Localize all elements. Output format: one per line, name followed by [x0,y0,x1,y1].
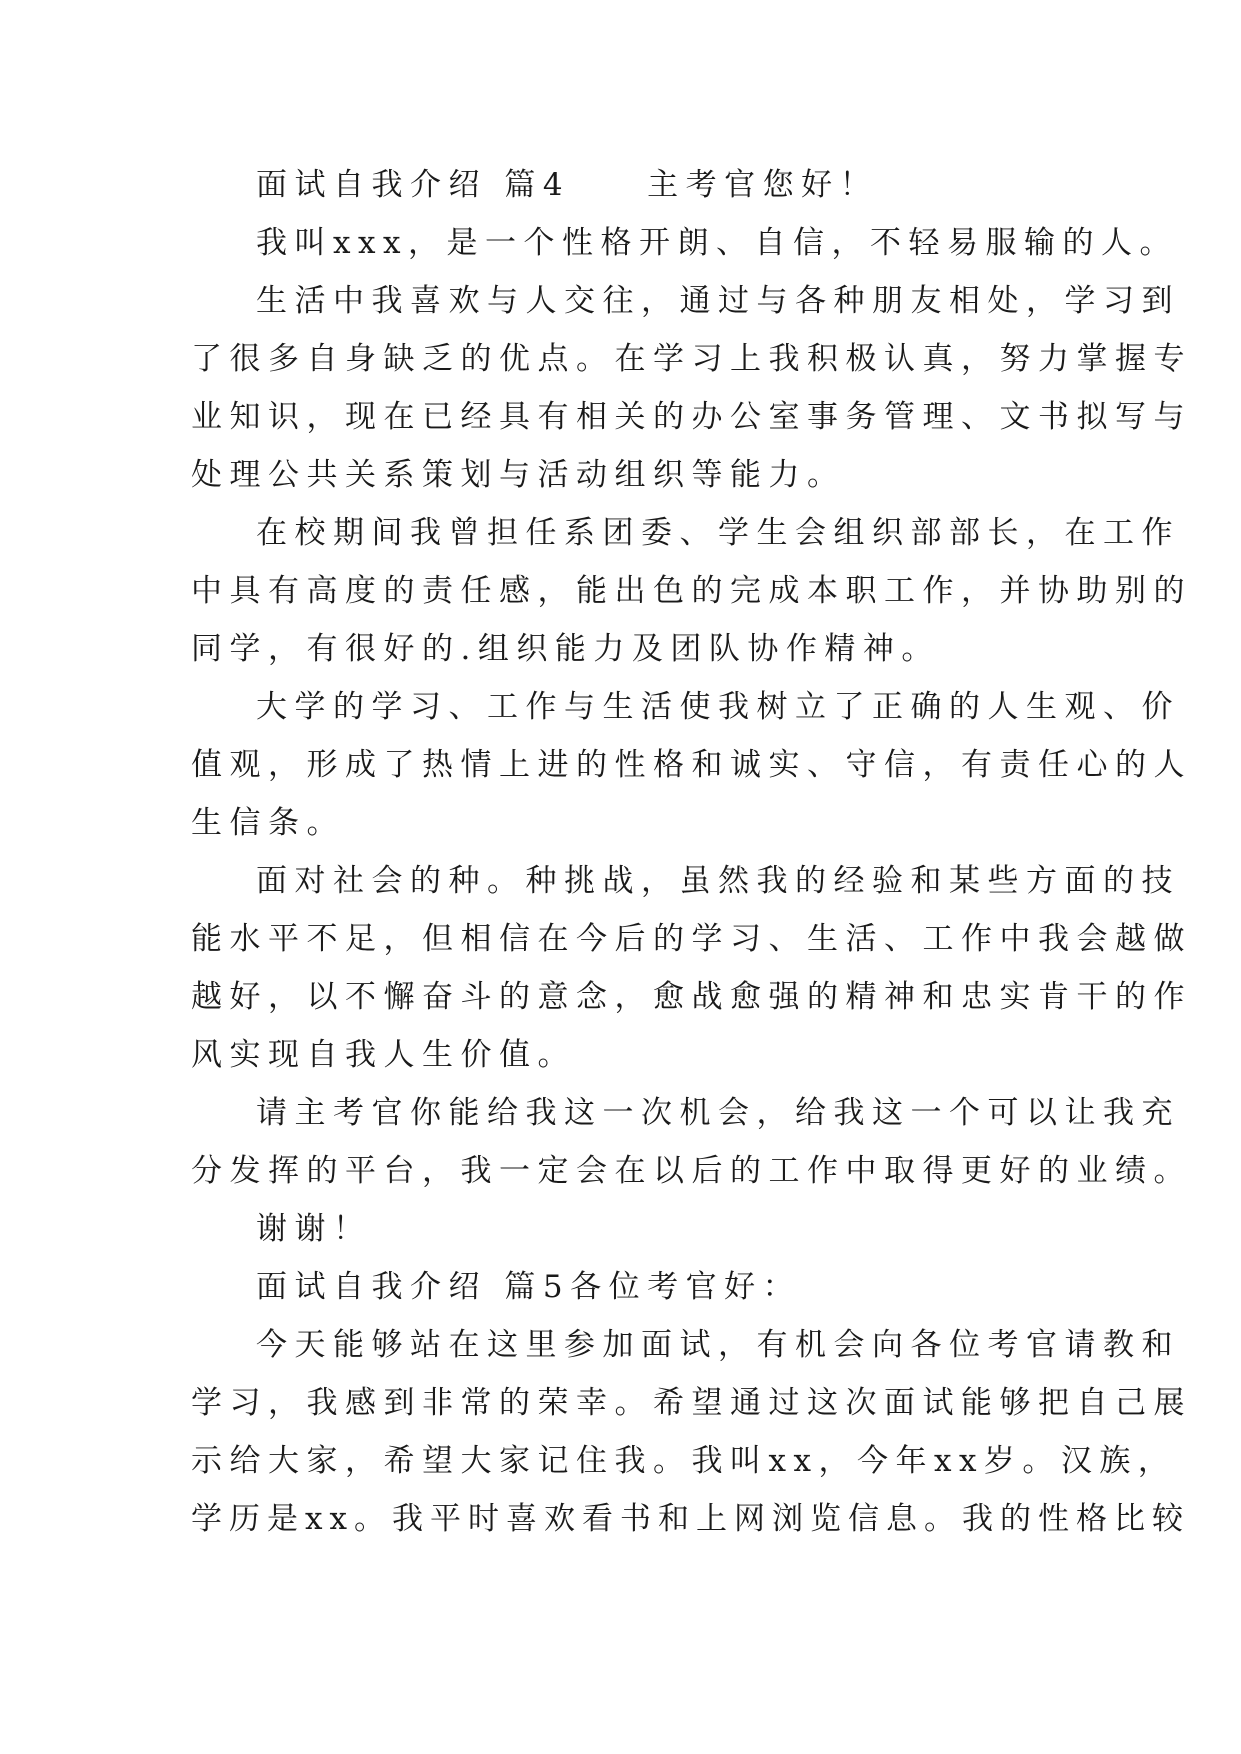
text-line: 面试自我介绍 篇4 主考官您好！ [256,167,879,203]
text-line: 风实现自我人生价值。 [191,1037,576,1073]
text-line: 分发挥的平台，我一定会在以后的工作中取得更好的业绩。 [191,1153,1192,1189]
text-line: 业知识，现在已经具有相关的办公室事务管理、文书拟写与 [191,399,1192,435]
text-line: 请主考官你能给我这一次机会，给我这一个可以让我充 [256,1095,1180,1131]
text-line: 今天能够站在这里参加面试，有机会向各位考官请教和 [256,1327,1180,1363]
text-line: 示给大家，希望大家记住我。我叫xx，今年xx岁。汉族， [191,1443,1177,1479]
text-line: 同学，有很好的.组织能力及团队协作精神。 [191,631,940,667]
text-line: 能水平不足，但相信在今后的学习、生活、工作中我会越做 [191,921,1192,957]
text-line: 越好，以不懈奋斗的意念，愈战愈强的精神和忠实肯干的作 [191,979,1192,1015]
text-line: 面对社会的种。种挑战，虽然我的经验和某些方面的技 [256,863,1180,899]
text-line: 我叫xxx，是一个性格开朗、自信，不轻易服输的人。 [256,225,1178,261]
text-line: 面试自我介绍 篇5各位考官好： [256,1269,802,1305]
text-line: 大学的学习、工作与生活使我树立了正确的人生观、价 [256,689,1180,725]
text-line: 谢谢！ [256,1211,372,1247]
text-line: 中具有高度的责任感，能出色的完成本职工作，并协助别的 [191,573,1192,609]
text-line: 学历是xx。我平时喜欢看书和上网浏览信息。我的性格比较 [191,1501,1190,1537]
text-line: 生信条。 [191,805,345,841]
text-line: 了很多自身缺乏的优点。在学习上我积极认真，努力掌握专 [191,341,1192,377]
text-line: 在校期间我曾担任系团委、学生会组织部部长，在工作 [256,515,1180,551]
text-line: 值观，形成了热情上进的性格和诚实、守信，有责任心的人 [191,747,1192,783]
text-line: 生活中我喜欢与人交往，通过与各种朋友相处，学习到 [256,283,1180,319]
text-line: 学习，我感到非常的荣幸。希望通过这次面试能够把自己展 [191,1385,1192,1421]
text-line: 处理公共关系策划与活动组织等能力。 [191,457,846,493]
